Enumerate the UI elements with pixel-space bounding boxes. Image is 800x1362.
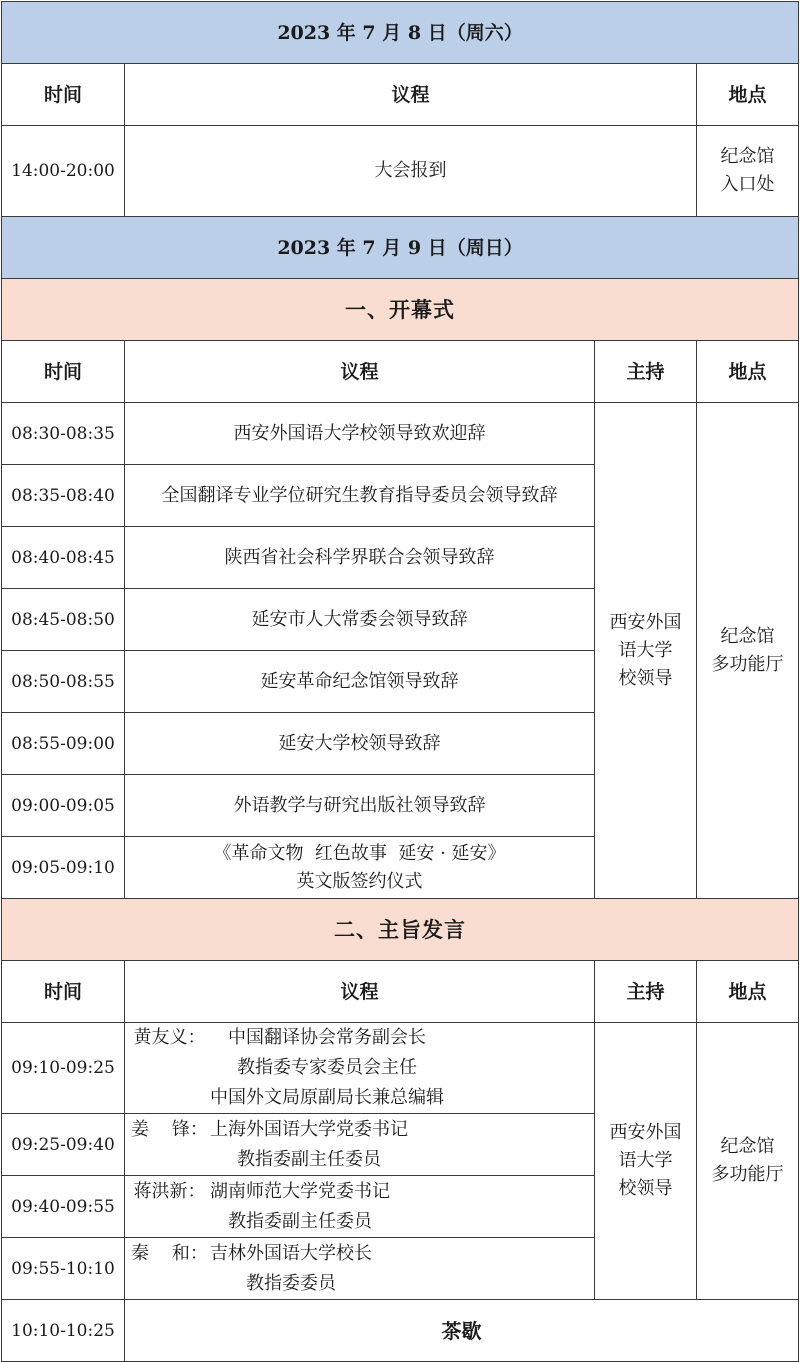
time-cell: 10:10-10:25: [2, 1300, 125, 1362]
day1-header-row: [2, 64, 799, 126]
speaker-title: 上海外国语大学党委书记: [210, 1118, 408, 1140]
header-location: 地点: [697, 341, 799, 403]
time-cell: 09:40-09:55: [2, 1176, 125, 1238]
table-row: [2, 403, 799, 465]
time-cell: 08:45-08:50: [2, 589, 125, 651]
opening-host-cell: 西安外国 语大学 校领导: [595, 403, 697, 899]
opening-location-cell: 纪念馆 多功能厅: [697, 403, 799, 899]
speaker-title: 教指委副主任委员: [237, 1148, 381, 1170]
speaker-title: 中国翻译协会常务副会长: [228, 1027, 426, 1048]
time-cell: 14:00-20:00: [2, 126, 125, 217]
time-cell: 09:10-09:25: [2, 1023, 125, 1114]
header-time: 时间: [2, 961, 125, 1023]
day2-date: 2023 年 7 月 9 日（周日）: [2, 217, 799, 279]
speaker-cell: [125, 1176, 595, 1238]
time-cell: 08:30-08:35: [2, 403, 125, 465]
agenda-cell: 全国翻译专业学位研究生教育指导委员会领导致辞: [125, 465, 595, 527]
speaker-cell: [125, 1238, 595, 1300]
header-agenda: 议程: [125, 961, 595, 1023]
keynote-host-cell: 西安外国 语大学 校领导: [595, 1023, 697, 1300]
agenda-cell: 外语教学与研究出版社领导致辞: [125, 775, 595, 837]
speaker-title: 教指委副主任委员: [228, 1210, 372, 1232]
header-host: 主持: [595, 341, 697, 403]
opening-section-row: [2, 279, 799, 341]
speaker-name: 姜 锋：: [131, 1118, 208, 1140]
speaker-name: 蒋洪新：: [133, 1180, 206, 1202]
tea-break-row: [2, 1300, 799, 1362]
time-cell: 08:35-08:40: [2, 465, 125, 527]
keynote-section-title: 二、主旨发言: [2, 899, 799, 961]
time-cell: 09:00-09:05: [2, 775, 125, 837]
time-cell: 08:50-08:55: [2, 651, 125, 713]
speaker-name: 秦 和：: [131, 1242, 208, 1264]
speaker-name: 黄友义：: [133, 1027, 206, 1048]
agenda-cell: 延安革命纪念馆领导致辞: [125, 651, 595, 713]
speaker-cell: [125, 1114, 595, 1176]
header-agenda: 议程: [125, 341, 595, 403]
time-cell: 08:55-09:00: [2, 713, 125, 775]
header-location: 地点: [697, 961, 799, 1023]
speaker-title: 中国外文局原副局长兼总编辑: [210, 1087, 444, 1108]
day1-registration-row: [2, 126, 799, 217]
speaker-title: 吉林外国语大学校长: [210, 1242, 372, 1264]
header-agenda: 议程: [125, 64, 697, 126]
day2-date-row: [2, 217, 799, 279]
time-cell: 09:55-10:10: [2, 1238, 125, 1300]
speaker-title: 教指委委员: [246, 1272, 336, 1294]
speaker-title: 湖南师范大学党委书记: [210, 1180, 390, 1202]
agenda-cell: 《革命文物 红色故事 延安 · 延安》 英文版签约仪式: [125, 837, 595, 899]
time-cell: 08:40-08:45: [2, 527, 125, 589]
keynote-header-row: [2, 961, 799, 1023]
keynote-section-row: [2, 899, 799, 961]
agenda-cell: 西安外国语大学校领导致欢迎辞: [125, 403, 595, 465]
agenda-cell: 陕西省社会科学界联合会领导致辞: [125, 527, 595, 589]
agenda-cell: 延安市人大常委会领导致辞: [125, 589, 595, 651]
opening-section-title: 一、开幕式: [2, 279, 799, 341]
agenda-cell: 延安大学校领导致辞: [125, 713, 595, 775]
schedule-table: [1, 1, 799, 1362]
table-row: [2, 1023, 799, 1114]
header-time: 时间: [2, 64, 125, 126]
time-cell: 09:25-09:40: [2, 1114, 125, 1176]
day1-date: 2023 年 7 月 8 日（周六）: [2, 2, 799, 64]
day1-date-row: [2, 2, 799, 64]
time-cell: 09:05-09:10: [2, 837, 125, 899]
speaker-cell: [125, 1023, 595, 1114]
header-host: 主持: [595, 961, 697, 1023]
tea-break-label: 茶歇: [125, 1300, 799, 1362]
keynote-location-cell: 纪念馆 多功能厅: [697, 1023, 799, 1300]
location-cell: 纪念馆 入口处: [697, 126, 799, 217]
header-location: 地点: [697, 64, 799, 126]
opening-header-row: [2, 341, 799, 403]
speaker-title: 教指委专家委员会主任: [237, 1057, 417, 1078]
header-time: 时间: [2, 341, 125, 403]
agenda-cell: 大会报到: [125, 126, 697, 217]
